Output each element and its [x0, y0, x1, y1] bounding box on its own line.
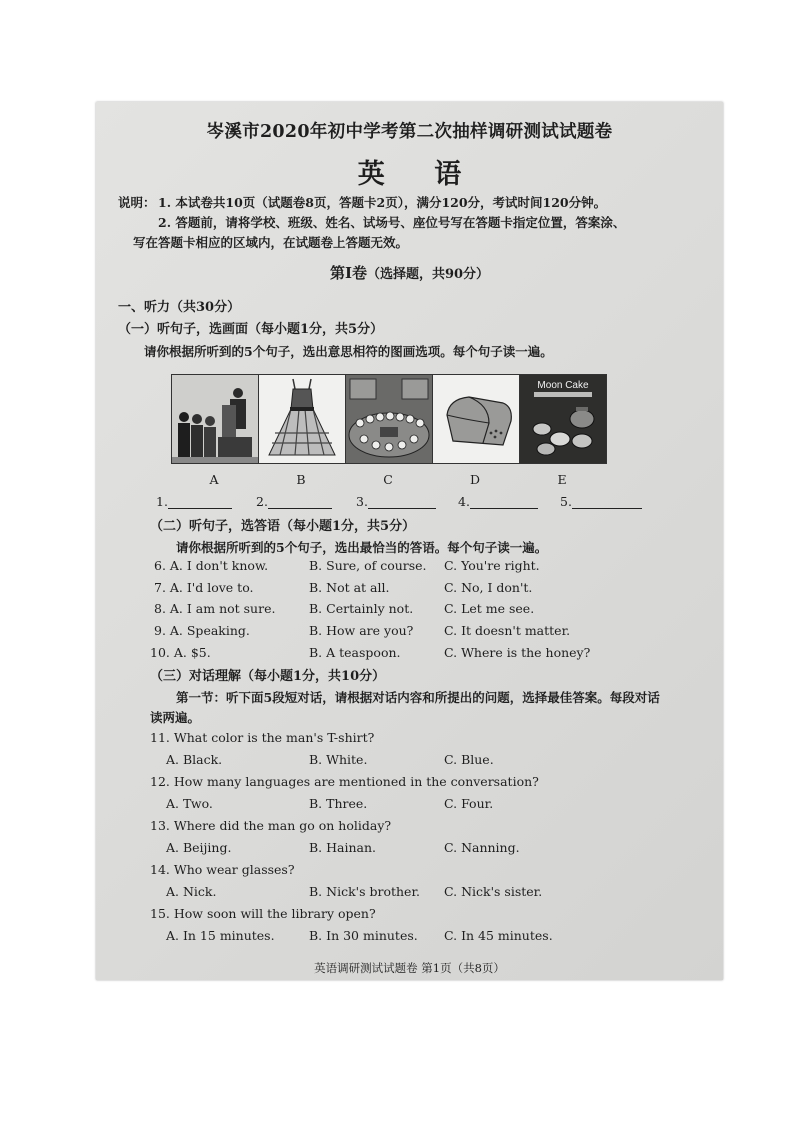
picture-label-c: C [383, 472, 393, 487]
option-8a: 8. A. I am not sure. [154, 601, 276, 616]
option-12b: B. Three. [309, 796, 368, 811]
option-14a: A. Nick. [166, 884, 217, 899]
instruction-item-1: 1. 本试卷共10页（试题卷8页，答题卡2页），满分120分，考试时间120分钟。 [158, 195, 607, 210]
option-8b: B. Certainly not. [309, 601, 414, 616]
answer-blank-5[interactable] [560, 494, 642, 509]
part-one-heading [96, 262, 723, 283]
picture-e [519, 374, 607, 464]
sub3-instruction-cont: 读两遍。 [150, 710, 201, 725]
option-11a: A. Black. [166, 752, 223, 767]
option-11c: C. Blue. [444, 752, 494, 767]
question-12: 12. How many languages are mentioned in the conversation? [150, 774, 539, 789]
blank-number: 1. [156, 494, 168, 509]
sub2-heading: （二）听句子，选答语（每小题1分，共5分） [150, 519, 416, 534]
dress-icon [259, 375, 345, 463]
option-6b: B. Sure, of course. [309, 558, 427, 573]
option-7b: B. Not at all. [309, 580, 390, 595]
option-15b: B. In 30 minutes. [309, 928, 418, 943]
instructions-prefix: 说明： [118, 195, 156, 210]
picture-a [171, 374, 259, 464]
option-8c: C. Let me see. [444, 601, 535, 616]
exam-title: 岑溪市2020年初中学考第二次抽样调研测试试题卷 [206, 122, 613, 142]
option-7a: 7. A. I'd love to. [154, 580, 254, 595]
option-12a: A. Two. [166, 796, 213, 811]
sub2-instruction: 请你根据所听到的5个句子，选出最恰当的答语。每个句子读一遍。 [176, 540, 548, 555]
blank-line [470, 496, 538, 509]
option-10a: 10. A. $5. [150, 645, 211, 660]
exam-paper [96, 102, 723, 980]
picture-b [258, 374, 346, 464]
option-14c: C. Nick's sister. [444, 884, 543, 899]
option-6a: 6. A. I don't know. [154, 558, 269, 573]
instruction-item-2: 2. 答题前，请将学校、班级、姓名、试场号、座位号写在答题卡指定位置，答案涂、 [158, 215, 626, 230]
option-10b: B. A teaspoon. [309, 645, 401, 660]
question-11: 11. What color is the man's T-shirt? [150, 730, 375, 745]
blank-line [368, 496, 436, 509]
option-13a: A. Beijing. [166, 840, 232, 855]
blank-number: 2. [256, 494, 268, 509]
option-10c: C. Where is the honey? [444, 645, 591, 660]
blank-line [572, 496, 642, 509]
picture-label-d: D [469, 472, 481, 487]
part-one-title: 第Ⅰ卷 [329, 264, 367, 282]
moon-cake-book-icon [520, 375, 606, 463]
sub1-heading: （一）听句子，选画面（每小题1分，共5分） [118, 322, 384, 337]
speaker-podium-icon [172, 375, 258, 463]
picture-c [345, 374, 433, 464]
answer-blank-1[interactable] [156, 494, 232, 509]
option-13c: C. Nanning. [444, 840, 520, 855]
instruction-item-2-cont: 写在答题卡相应的区域内，在试题卷上答题无效。 [133, 235, 409, 250]
picture-label-e: E [557, 472, 567, 487]
answer-blank-2[interactable] [256, 494, 332, 509]
picture-label-b: B [296, 472, 306, 487]
page-footer: 英语调研测试试题卷 第1页（共8页） [314, 961, 505, 975]
picture-d [432, 374, 520, 464]
question-13: 13. Where did the man go on holiday? [150, 818, 392, 833]
blank-number: 3. [356, 494, 368, 509]
part-one-note: （选择题，共90分） [366, 267, 490, 282]
sub3-instruction: 第一节：听下面5段短对话，请根据对话内容和所提出的问题，选择最佳答案。每段对话 [176, 690, 660, 705]
option-15c: C. In 45 minutes. [444, 928, 553, 943]
answer-blank-4[interactable] [458, 494, 538, 509]
option-9a: 9. A. Speaking. [154, 623, 250, 638]
blank-number: 5. [560, 494, 572, 509]
option-13b: B. Hainan. [309, 840, 377, 855]
option-9b: B. How are you? [309, 623, 414, 638]
option-15a: A. In 15 minutes. [166, 928, 275, 943]
bread-loaf-icon [433, 375, 519, 463]
option-6c: C. You're right. [444, 558, 540, 573]
question-14: 14. Who wear glasses? [150, 862, 295, 877]
option-7c: C. No, I don't. [444, 580, 533, 595]
option-14b: B. Nick's brother. [309, 884, 421, 899]
option-12c: C. Four. [444, 796, 494, 811]
blank-line [168, 496, 232, 509]
book-title: Moon Cake [537, 380, 589, 391]
crowd-room-icon [346, 375, 432, 463]
option-9c: C. It doesn't matter. [444, 623, 571, 638]
sub1-instruction: 请你根据所听到的5个句子，选出意思相符的图画选项。每个句子读一遍。 [144, 344, 553, 359]
picture-label-a: A [209, 472, 219, 487]
question-15: 15. How soon will the library open? [150, 906, 376, 921]
blank-number: 4. [458, 494, 470, 509]
listening-heading: 一、听力（共30分） [118, 300, 241, 315]
blank-line [268, 496, 332, 509]
subject-title: 英 语 [357, 159, 482, 190]
answer-blank-3[interactable] [356, 494, 436, 509]
option-11b: B. White. [309, 752, 368, 767]
sub3-heading: （三）对话理解（每小题1分，共10分） [150, 669, 386, 684]
